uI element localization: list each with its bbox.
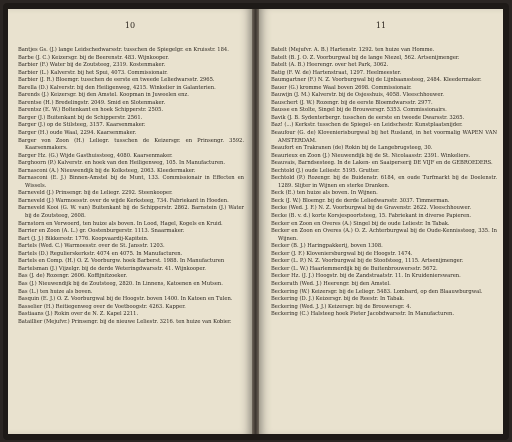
directory-entry: Becker (B. J.) Haringpakkerij, boven 1308. (271, 243, 383, 250)
directory-entry: Bart (J. J.) Bikkersstr. 1776. Koopvaardij-Kapitein. (18, 235, 149, 242)
directory-entry: Beck (E.) ten huize als boven. In Wijnen. (271, 190, 378, 197)
directory-entry: Barentsz (E. W.) Boltenkant en hoek Schipperstr. 2505. (18, 107, 164, 114)
directory-entry: Barneveld Kooi (G. W. van) Buitenkant bij de Schipperstr. 2862. Barnstein (J.) Water bij de Zoutsteeg, 2608. (18, 205, 244, 220)
directory-entry: Baz! (...) Kerkstr. tusschen de Spiegel- en Leidschestr. Kunstplaatsnijder. (271, 122, 463, 129)
directory-entry: Beckering (Wed. J. J.) Keizersgr. bij de Brouwersgr. 4. (271, 303, 412, 310)
directory-entry: Becker Hz. (J. J.) Hoogstr. bij de Zandstraatstr. 11. In Kruidenierswaren. (271, 273, 461, 280)
directory-entry: Beckering (W.) Keizersgr. bij de Leliegr. 5483. Lombard, op den Blaauwburgwal. (271, 288, 483, 295)
directory-entry: Becke (B. v. d.) korte Korsjespoortsteeg, 15. Fabriekant in diverse Papieren. (271, 213, 472, 220)
right-page-number: 11 (375, 21, 387, 30)
directory-entry: Batelt (A. B.) Heerengr. over het Park, 3062. (271, 62, 389, 69)
directory-entry: Beckering (D. J.) Keizersgr. bij de Reestr. In Tabak. (271, 296, 405, 303)
directory-entry: Barnasconi (A.) Nieuwendijk bij de Kolksteeg, 2063. Kleedermaker. (18, 167, 196, 174)
directory-entry: Bas (L.) ten huize als boven. (18, 288, 93, 295)
directory-entry: Bastiaans (J.) Rokin over de N. Z. Kapel 2211. (18, 311, 139, 318)
directory-entry: Barger (H.) oude Waal, 2294. Kaarsenmaker. (18, 130, 137, 137)
directory-entry: Barbier (J. R.) Bloemgr. tusschen de eerste en tweede Leliedwarsstr. 2965. (18, 77, 215, 84)
directory-entry: Barrier en Zoon (A. L.) gr. Oostenburgerstr. 1113. Snaarmaker. (18, 228, 185, 235)
book-gutter (252, 9, 259, 434)
right-entries (271, 47, 497, 319)
directory-entry: Bauwijn (J. M.) Kalverstr. bij de Osjesshuis, 4058. Vleeschhouwer. (271, 92, 444, 99)
directory-entry: Bartels (D.) Regulierskerkstr. 4074 en 4075. In Manufacturen. (18, 250, 183, 257)
directory-entry: Bartelsman (J.) Vijzelgr. bij de derde Weteringdwarsstr. 41. Wijnkooper. (18, 265, 206, 272)
directory-entry: Beckering (C.) Halsteeg hoek Pieter Jacobdwarsstr. In Manufacturen. (271, 311, 455, 318)
directory-entry: Barbier (F.) Water bij de Zoutsteeg, 2319. Kostenmaker. (18, 62, 166, 69)
directory-entry: Bavik (J. B. Sydenterbergr. tusschen de eerste en tweede Dwarsstr. 3265. (271, 114, 465, 121)
directory-entry: Bartels en Comp. (H.) O. Z. Voorburgw. hoek Barberst. 1988. In Manufacturen (18, 258, 225, 265)
directory-entry: Bataillier (Mejufvr.) Prinsengr. bij de nieuwe Leliestr. 3216. ten huize van Kobier. (18, 318, 232, 325)
directory-entry: Barella (D.) Kalverstr. bij den Heiligenweg, 4215. Winkelier in Galanterien. (18, 84, 216, 91)
directory-entry: Becke (Wed. J. F.) N. Z. Voorburgwal bij de Gravenstr. 2622. Vleeschhouwer. (271, 205, 472, 212)
directory-entry: Batelt (B. J. O. Z. Voorburgwal bij de lange Niezel, 562. Artsenijmenger. (271, 54, 460, 61)
directory-entry: Bauschert (J. W.) Rozengr. bij de eerste Bloemdwarsstr. 2977. (271, 99, 433, 106)
directory-entry: Bas (J. de) Rozengr. 2606. Koffijnitzoeker. (18, 273, 128, 280)
directory-entry: Basquin (E. J.) O. Z. Voorburgwal bij de Hoogstr. boven 1400. In Katoen en Tulen. (18, 296, 233, 303)
directory-entry: Batig (F. W. de) Hartenstraat, 1297. Heelmeester. (271, 69, 402, 76)
directory-entry: Bechtold (P.) Rozengr. bij de Buidenstr. 6184, en oude Turfmarkt bij de Doelenstr. 1289. Slijter in Wijnen en sterke Dranken. (271, 175, 497, 189)
directory-entry: Barbe (J. C.) Keizersgr. bij de Beerenstr. 483. Wijnkooper. (18, 54, 169, 61)
directory-entry: Beaurieux en Zoon (J.) Nieuwendijk bij de St. Nicolaasstr. 2391. Winkeliers. (271, 152, 471, 159)
directory-entry: Beaufour (G. de) Klovenierisburgwal bij het Rusland, in het voormalig WAPEN VAN AMSTERDAM. (271, 130, 497, 144)
directory-entry: Becker en Zoon en Overes (A.) Singel bij de oude Leliestr. In Tabak. (271, 220, 450, 227)
directory-entry: Barger Hz. (G.) Wijde Gasthuissteeg, 4080. Kaarsenmaker. (18, 152, 173, 159)
directory-entry: Becker en Zoon en Overes (A.) O. Z. Achterburgwal bij de Oude-Kennissteeg, 335. In Wijnen. (271, 228, 497, 242)
open-book (3, 3, 509, 440)
directory-entry: Baumgartner (F.) N. Z. Voorburgwal bij de Lijnbaanssteeg, 2484. Kleedermaker. (271, 77, 482, 84)
directory-entry: Barger (J.) op de Stilsteeg, 3157. Kaarsenmaker. (18, 122, 146, 129)
directory-entry: Barentse (H.) Bredelingstr. 2049. Smid en Slotenmaker. (18, 99, 166, 106)
directory-entry: Basselier (H.) Reitiegenweg over de Voetboogstr. 4263. Kapper. (18, 303, 186, 310)
left-page-number: 10 (124, 21, 136, 30)
directory-entry: Barneveld (J.) Prinsengr. bij de Leliegr. 2292. Steenkooper. (18, 190, 173, 197)
directory-entry: Barnasconi (E. J.) Binnen-Amstel bij de Munt, 133. Commissionair in Effecten en Wissels. (18, 175, 244, 189)
directory-entry: Beaufort en Trakranen (de) Rokin bij de Langebrugsteeg, 30. (271, 145, 433, 152)
right-page (259, 9, 503, 434)
directory-entry: Becker (J. F.) Kloveniersburgwal bij de Hoogstr. 1474. (271, 250, 413, 257)
directory-entry: Barger (J.) Buitenkant bij de Schipperstr. 2561. (18, 114, 143, 121)
directory-entry: Becker (L. P.) N. Z. Voorburgwal bij de Stoofsteeg, 1115. Artsenijmenger. (271, 258, 464, 265)
directory-entry: Bantjes Gs. (J.) lange Leidschedwarsstr. tusschen de Spiegelgr. en Kruisstr. 184. (18, 47, 229, 53)
directory-entry: Barghoorn (P.) Kalverstr. en hoek van den Heiligenweg, 105. In Manufacturen. (18, 160, 226, 167)
directory-entry: Bechtold (J.) oude Leliestr. 5195. Grutter. (271, 167, 380, 174)
directory-entry: Barneveld (J.) Warmoesstr. over de wijde Kerksteeg, 734. Fabriekant in Hoeden. (18, 197, 229, 204)
left-page (8, 9, 252, 434)
directory-entry: Becker (L. W.) Haarlemmerdijk bij de Buitenbrouwersstr. 5672. (271, 265, 438, 272)
left-entries (18, 47, 244, 326)
directory-entry: Beck (J. W.) Bloemgr. bij de derde Leliedwarsstr. 3037. Timmerman. (271, 197, 450, 204)
directory-entry: Bauer (G.) kromme Waal boven 2698. Commissionair. (271, 84, 412, 91)
directory-entry: Bas (J.) Nieuwendijk bij de Zoutsteeg, 2820. In Linnens, Katoenen en Mutsen. (18, 280, 223, 287)
directory-entry: Batelt (Mejufvr. A. B.) Hartenstr. 1292. ten huize van Homme. (271, 47, 435, 53)
directory-entry: Beauvais, Barndsesteeg. In de Laken- en Saaiperserij DE VIJF en de GEBROEDERS. (271, 160, 493, 167)
directory-entry: Barends (J.) Keizersgr. bij den Amstel. Koopman in Juweelen enz. (18, 92, 189, 99)
directory-entry: Barnstorn en Verwoerd, ten huize als boven. In Lood, Hagel, Kogels en Kruid. (18, 220, 223, 227)
directory-entry: Barger von Zoon (H.) Leliegr. tusschen de Keizersgr. en Prinsengr. 3592. Kaarsenmakers. (18, 137, 244, 152)
directory-entry: Bausse en Stolte, Singel bij de Brouwersgr. 5353. Commissionairs. (271, 107, 447, 114)
directory-entry: Beckerath (Wed. J.) Heerengr. bij den Amstel. (271, 280, 391, 287)
directory-entry: Barbier (L.) Kalverstr. bij het Spui, 4073. Commissionair. (18, 69, 168, 76)
directory-entry: Bartels (Wed. C.) Warmoesstr. over de St. Jansstr. 1203. (18, 243, 165, 250)
